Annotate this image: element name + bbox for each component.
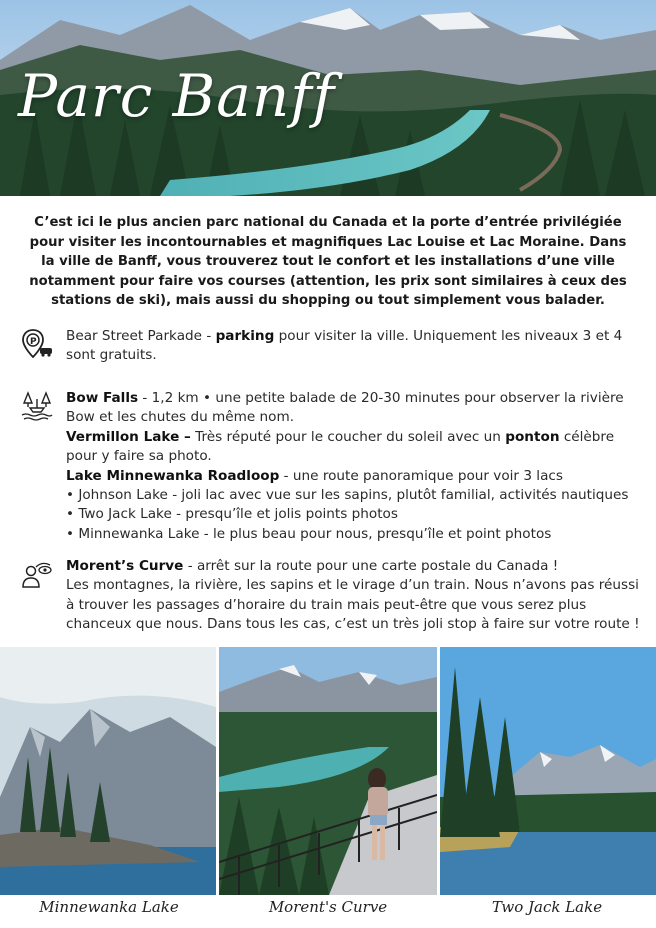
svg-text:P: P xyxy=(30,337,37,347)
viewpoint-person-icon xyxy=(20,557,54,591)
page-title: Parc Banff xyxy=(18,62,336,130)
caption-two-jack-lake: Two Jack Lake xyxy=(491,898,603,916)
photo-two-jack-lake xyxy=(440,647,656,895)
list-item: • Two Jack Lake - presqu’île et jolis points photos xyxy=(66,506,398,523)
caption-morents-curve: Morent's Curve xyxy=(268,898,388,916)
photo-gallery xyxy=(0,647,656,895)
bow-falls-item: Bow Falls - 1,2 km • une petite balade de 20-30 minutes pour observer la rivière Bow et les chutes du même nom. xyxy=(66,390,624,426)
morent-description: Les montagnes, la rivière, les sapins et le virage d’un train. Nous n’avons pas réussi à trouver les passages d’horaire du train mais peut-être que vous serez plus chanceux que nous. Dans tous les cas, c’est un très joli stop à faire sur votre route ! xyxy=(66,577,640,633)
hero-banner xyxy=(0,0,656,196)
activities-text xyxy=(66,389,646,544)
photo-morents-curve xyxy=(219,647,437,895)
vermillon-lake-item: Vermillon Lake – Très réputé pour le coucher du soleil avec un ponton célèbre pour y faire sa photo. xyxy=(66,428,615,465)
parking-text: Bear Street Parkade - parking pour visiter la ville. Uniquement les niveaux 3 et 4 sont gratuits. xyxy=(66,328,623,364)
intro-paragraph: C’est ici le plus ancien parc national du Canada et la porte d’entrée privilégiée pour visiter les incontournables et magnifiques Lac Louise et Lac Moraine. Dans la ville de Banff, vous trouverez tout le confort et les installations d’une ville notamment pour faire vos courses (attention, les prix sont similaires à ceux des stations de ski), mais aussi du shopping ou tout simplement vous balader. xyxy=(29,215,627,308)
boat-lake-icon xyxy=(20,389,54,423)
minnewanka-roadloop-item: Lake Minnewanka Roadloop - une route panoramique pour voir 3 lacs xyxy=(66,467,563,484)
list-item: • Johnson Lake - joli lac avec vue sur les sapins, plutôt familial, activités nautiques xyxy=(66,487,629,504)
list-item: • Minnewanka Lake - le plus beau pour nous, presqu’île et point photos xyxy=(66,525,552,542)
caption-minnewanka-lake: Minnewanka Lake xyxy=(39,898,179,916)
morent-text: Morent’s Curve - arrêt sur la route pour une carte postale du Canada ! Les montagnes, la rivière, les sapins et le virage d’un train. Nous n’avons pas réussi à trouver les passages d’horaire du train mais peut-être que vous serez plus chanceux que nous. Dans tous les cas, c’est un très joli stop à faire sur votre route ! xyxy=(66,557,646,635)
photo-minnewanka-lake xyxy=(0,647,216,895)
morent-title: Morent’s Curve xyxy=(66,558,184,574)
parking-pin-icon xyxy=(20,327,54,361)
